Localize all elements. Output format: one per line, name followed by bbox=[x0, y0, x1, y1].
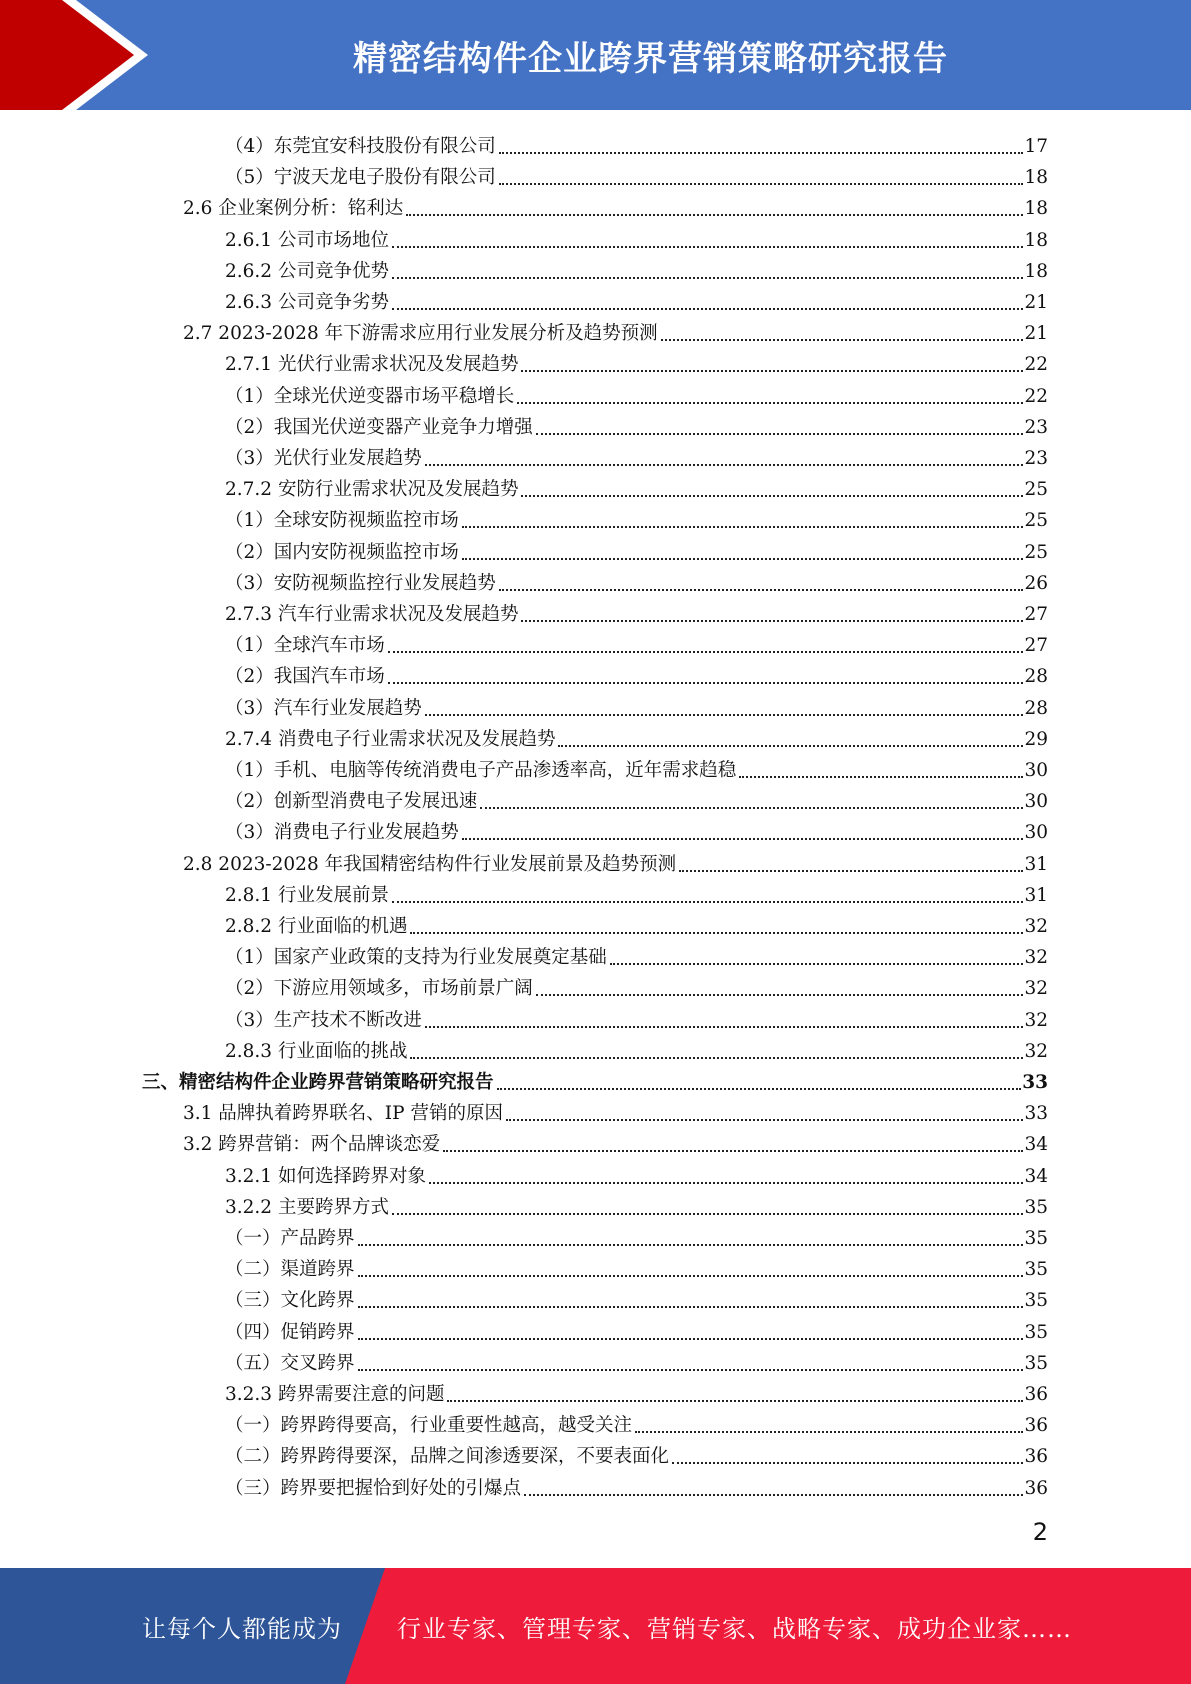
toc-entry-title: （4）东莞宜安科技股份有限公司 bbox=[225, 136, 496, 157]
footer-banner bbox=[0, 1568, 1191, 1684]
toc-entry-page: 35 bbox=[1024, 1196, 1048, 1218]
toc-entry-title: （一）产品跨界 bbox=[225, 1228, 355, 1249]
toc-entry-page: 23 bbox=[1024, 416, 1048, 438]
toc-entry[interactable] bbox=[225, 970, 1048, 1001]
toc-entry-title: （二）跨界跨得要深，品牌之间渗透要深，不要表面化 bbox=[225, 1446, 670, 1468]
toc-entry[interactable] bbox=[225, 159, 1048, 190]
toc-dot-leader bbox=[521, 495, 1023, 497]
toc-dot-leader bbox=[388, 682, 1024, 684]
toc-entry-page: 32 bbox=[1024, 947, 1048, 969]
toc-entry[interactable] bbox=[225, 658, 1048, 689]
toc-entry-page: 36 bbox=[1024, 1477, 1048, 1499]
toc-entry[interactable] bbox=[225, 534, 1048, 565]
toc-dot-leader bbox=[497, 1088, 1022, 1090]
toc-entry-page: 36 bbox=[1024, 1384, 1048, 1405]
toc-entry-page: 30 bbox=[1024, 760, 1048, 781]
toc-entry[interactable] bbox=[225, 565, 1048, 596]
toc-entry[interactable] bbox=[225, 1189, 1048, 1220]
toc-dot-leader bbox=[536, 433, 1024, 435]
toc-entry-title: （1）全球汽车市场 bbox=[225, 635, 385, 657]
toc-entry[interactable] bbox=[183, 1126, 1048, 1157]
toc-entry-page: 17 bbox=[1024, 136, 1048, 157]
footer-slogan-left: 让每个人都能成为 bbox=[142, 1614, 342, 1643]
toc-dot-leader bbox=[392, 246, 1023, 248]
toc-dot-leader bbox=[521, 620, 1023, 622]
toc-entry-title: （3）安防视频监控行业发展趋势 bbox=[225, 572, 496, 594]
toc-entry[interactable] bbox=[225, 284, 1048, 315]
toc-entry-title: （3）光伏行业发展趋势 bbox=[225, 448, 422, 469]
toc-entry[interactable] bbox=[225, 1345, 1048, 1376]
toc-entry-title: （五）交叉跨界 bbox=[225, 1352, 355, 1374]
toc-entry-title: 2.7.2 安防行业需求状况及发展趋势 bbox=[225, 479, 519, 501]
toc-dot-leader bbox=[358, 1275, 1024, 1277]
toc-entry-page: 30 bbox=[1024, 822, 1048, 844]
toc-entry-page: 18 bbox=[1024, 198, 1048, 220]
toc-entry-title: （1）国家产业政策的支持为行业发展奠定基础 bbox=[225, 947, 607, 969]
toc-entry-page: 25 bbox=[1024, 510, 1048, 532]
toc-entry[interactable] bbox=[225, 409, 1048, 440]
toc-dot-leader bbox=[358, 1369, 1024, 1371]
toc-entry-title: （四）促销跨界 bbox=[225, 1321, 355, 1343]
toc-entry-title: 2.7 2023-2028 年下游需求应用行业发展分析及趋势预测 bbox=[183, 323, 658, 345]
toc-entry-title: 3.2.1 如何选择跨界对象 bbox=[225, 1165, 426, 1187]
toc-entry-page: 35 bbox=[1024, 1352, 1048, 1374]
toc-entry[interactable] bbox=[225, 627, 1048, 658]
toc-entry[interactable] bbox=[225, 440, 1048, 471]
toc-entry-page: 35 bbox=[1024, 1321, 1048, 1343]
toc-dot-leader bbox=[392, 277, 1023, 279]
toc-entry-page: 22 bbox=[1024, 385, 1048, 407]
toc-entry-page: 33 bbox=[1022, 1072, 1048, 1093]
toc-entry-title: 2.8.3 行业面临的挑战 bbox=[225, 1040, 408, 1062]
toc-entry[interactable] bbox=[225, 1282, 1048, 1313]
toc-entry-page: 27 bbox=[1024, 604, 1048, 625]
toc-entry[interactable] bbox=[225, 939, 1048, 970]
toc-entry-title: 2.7.3 汽车行业需求状况及发展趋势 bbox=[225, 604, 519, 625]
toc-entry-page: 27 bbox=[1024, 635, 1048, 657]
toc-dot-leader bbox=[558, 745, 1023, 747]
toc-entry-title: 2.7.4 消费电子行业需求状况及发展趋势 bbox=[225, 728, 556, 750]
toc-entry-title: （2）国内安防视频监控市场 bbox=[225, 541, 459, 563]
toc-dot-leader bbox=[462, 526, 1024, 528]
toc-entry[interactable] bbox=[142, 1064, 1048, 1095]
toc-dot-leader bbox=[635, 1431, 1023, 1433]
toc-entry-page: 29 bbox=[1024, 728, 1048, 750]
toc-entry-title: （3）生产技术不断改进 bbox=[225, 1009, 422, 1031]
toc-entry-page: 32 bbox=[1024, 1009, 1048, 1031]
toc-entry-title: 3.2.3 跨界需要注意的问题 bbox=[225, 1384, 445, 1405]
toc-entry-page: 36 bbox=[1024, 1415, 1048, 1437]
footer-slogan-right: 行业专家、管理专家、营销专家、战略专家、成功企业家…… bbox=[397, 1614, 1072, 1643]
toc-dot-leader bbox=[443, 1150, 1023, 1152]
toc-entry-title: 2.6.1 公司市场地位 bbox=[225, 229, 389, 251]
toc-entry-page: 21 bbox=[1024, 323, 1048, 345]
toc-dot-leader bbox=[358, 1338, 1024, 1340]
toc-dot-leader bbox=[447, 1400, 1023, 1402]
toc-entry-title: 2.7.1 光伏行业需求状况及发展趋势 bbox=[225, 354, 519, 376]
toc-entry[interactable] bbox=[225, 1376, 1048, 1407]
toc-entry[interactable] bbox=[225, 1470, 1048, 1501]
toc-entry-page: 30 bbox=[1024, 791, 1048, 813]
toc-entry[interactable] bbox=[225, 783, 1048, 814]
toc-entry-page: 34 bbox=[1024, 1165, 1048, 1187]
toc-dot-leader bbox=[499, 152, 1024, 154]
toc-entry-title: 2.6.2 公司竞争优势 bbox=[225, 260, 389, 282]
toc-entry[interactable] bbox=[225, 1314, 1048, 1345]
toc-entry-title: （2）创新型消费电子发展迅速 bbox=[225, 791, 478, 813]
toc-dot-leader bbox=[425, 714, 1024, 716]
header-chevron-decoration bbox=[0, 0, 160, 110]
toc-entry-title: （2）我国汽车市场 bbox=[225, 666, 385, 688]
toc-dot-leader bbox=[425, 464, 1024, 466]
page-number: 2 bbox=[1032, 1518, 1048, 1546]
toc-entry-title: 2.8 2023-2028 年我国精密结构件行业发展前景及趋势预测 bbox=[183, 853, 677, 875]
toc-dot-leader bbox=[679, 870, 1023, 872]
toc-entry-page: 18 bbox=[1024, 167, 1048, 189]
toc-dot-leader bbox=[462, 838, 1024, 840]
toc-entry-title: 三、精密结构件企业跨界营销策略研究报告 bbox=[142, 1072, 494, 1093]
toc-dot-leader bbox=[358, 1306, 1024, 1308]
toc-entry-title: （1）全球光伏逆变器市场平稳增长 bbox=[225, 385, 515, 407]
toc-entry[interactable] bbox=[225, 128, 1048, 159]
toc-entry[interactable] bbox=[225, 346, 1048, 377]
toc-entry[interactable] bbox=[183, 190, 1048, 221]
toc-entry[interactable] bbox=[225, 596, 1048, 627]
toc-dot-leader bbox=[392, 308, 1023, 310]
toc-dot-leader bbox=[406, 214, 1023, 216]
toc-entry-page: 35 bbox=[1024, 1259, 1048, 1281]
toc-dot-leader bbox=[672, 1462, 1023, 1464]
header-banner bbox=[0, 0, 1191, 110]
toc-dot-leader bbox=[524, 1494, 1023, 1496]
toc-dot-leader bbox=[661, 339, 1024, 341]
toc-dot-leader bbox=[521, 370, 1023, 372]
toc-entry-page: 26 bbox=[1024, 572, 1048, 594]
toc-entry-title: 2.8.1 行业发展前景 bbox=[225, 884, 389, 906]
toc-entry[interactable] bbox=[225, 1033, 1048, 1064]
toc-entry-title: （3）消费电子行业发展趋势 bbox=[225, 822, 459, 844]
toc-entry[interactable] bbox=[225, 908, 1048, 939]
toc-entry[interactable] bbox=[225, 814, 1048, 845]
toc-entry-page: 28 bbox=[1024, 697, 1048, 719]
toc-entry-title: 3.2 跨界营销：两个品牌谈恋爱 bbox=[183, 1134, 441, 1156]
toc-entry[interactable] bbox=[225, 1407, 1048, 1438]
toc-entry[interactable] bbox=[225, 502, 1048, 533]
toc-entry-title: 2.6 企业案例分析：铭利达 bbox=[183, 198, 404, 220]
toc-entry-title: 2.8.2 行业面临的机遇 bbox=[225, 916, 408, 937]
toc-dot-leader bbox=[425, 1026, 1024, 1028]
toc-entry-page: 31 bbox=[1024, 853, 1048, 875]
toc-entry-title: （1）全球安防视频监控市场 bbox=[225, 510, 459, 532]
toc-entry-title: （一）跨界跨得要高，行业重要性越高，越受关注 bbox=[225, 1415, 633, 1437]
toc-entry[interactable] bbox=[183, 1095, 1048, 1126]
toc-entry-page: 34 bbox=[1024, 1134, 1048, 1156]
toc-entry[interactable] bbox=[183, 846, 1048, 877]
toc-dot-leader bbox=[499, 183, 1024, 185]
toc-dot-leader bbox=[392, 1213, 1023, 1215]
toc-entry[interactable] bbox=[225, 1002, 1048, 1033]
toc-entry-page: 22 bbox=[1024, 354, 1048, 376]
toc-entry-page: 25 bbox=[1024, 541, 1048, 563]
toc-dot-leader bbox=[610, 963, 1024, 965]
toc-entry[interactable] bbox=[225, 471, 1048, 502]
toc-entry[interactable] bbox=[225, 1251, 1048, 1282]
toc-entry[interactable] bbox=[183, 315, 1048, 346]
toc-dot-leader bbox=[358, 1244, 1024, 1246]
toc-entry[interactable] bbox=[225, 222, 1048, 253]
toc-entry-title: （二）渠道跨界 bbox=[225, 1259, 355, 1281]
toc-entry-page: 32 bbox=[1024, 978, 1048, 1000]
toc-dot-leader bbox=[462, 558, 1024, 560]
toc-dot-leader bbox=[410, 932, 1023, 934]
toc-entry[interactable] bbox=[225, 1220, 1048, 1251]
toc-dot-leader bbox=[506, 1119, 1024, 1121]
toc-entry-title: 3.2.2 主要跨界方式 bbox=[225, 1196, 389, 1218]
toc-dot-leader bbox=[536, 994, 1024, 996]
toc-entry-title: （3）汽车行业发展趋势 bbox=[225, 697, 422, 719]
toc-entry[interactable] bbox=[225, 1438, 1048, 1469]
toc-entry-page: 33 bbox=[1024, 1103, 1048, 1125]
toc-entry[interactable] bbox=[225, 721, 1048, 752]
toc-entry-title: 3.1 品牌执着跨界联名、IP 营销的原因 bbox=[183, 1103, 503, 1125]
toc-entry-title: （2）我国光伏逆变器产业竞争力增强 bbox=[225, 416, 533, 438]
toc-entry-title: （1）手机、电脑等传统消费电子产品渗透率高，近年需求趋稳 bbox=[225, 760, 737, 781]
toc-dot-leader bbox=[388, 651, 1024, 653]
toc-entry-page: 32 bbox=[1024, 1040, 1048, 1062]
toc-entry-page: 25 bbox=[1024, 479, 1048, 501]
toc-entry-page: 35 bbox=[1024, 1290, 1048, 1312]
toc-entry-title: 2.6.3 公司竞争劣势 bbox=[225, 292, 389, 313]
toc-dot-leader bbox=[739, 776, 1023, 778]
toc-entry-page: 18 bbox=[1024, 229, 1048, 251]
toc-entry-page: 23 bbox=[1024, 448, 1048, 469]
toc-entry-page: 18 bbox=[1024, 260, 1048, 282]
toc-entry[interactable] bbox=[225, 253, 1048, 284]
toc-dot-leader bbox=[480, 807, 1023, 809]
toc-entry-page: 21 bbox=[1024, 292, 1048, 313]
toc-dot-leader bbox=[429, 1182, 1023, 1184]
toc-dot-leader bbox=[410, 1057, 1023, 1059]
toc-entry-page: 31 bbox=[1024, 884, 1048, 906]
toc-entry-page: 32 bbox=[1024, 916, 1048, 937]
toc-dot-leader bbox=[499, 589, 1024, 591]
toc-entry-title: （三）跨界要把握恰到好处的引爆点 bbox=[225, 1477, 522, 1499]
toc-entry-title: （2）下游应用领域多，市场前景广阔 bbox=[225, 978, 533, 1000]
toc-dot-leader bbox=[517, 402, 1023, 404]
toc-entry-page: 28 bbox=[1024, 666, 1048, 688]
toc-entry[interactable] bbox=[225, 1158, 1048, 1189]
toc-entry[interactable] bbox=[225, 378, 1048, 409]
toc-entry[interactable] bbox=[225, 877, 1048, 908]
toc-entry-page: 35 bbox=[1024, 1228, 1048, 1249]
document-title: 精密结构件企业跨界营销策略研究报告 bbox=[353, 38, 948, 79]
toc-dot-leader bbox=[392, 901, 1023, 903]
toc-entry-title: （5）宁波天龙电子股份有限公司 bbox=[225, 167, 496, 189]
toc-entry-page: 36 bbox=[1024, 1446, 1048, 1468]
toc-entry-title: （三）文化跨界 bbox=[225, 1290, 355, 1312]
toc-entry[interactable] bbox=[225, 690, 1048, 721]
toc-entry[interactable] bbox=[225, 752, 1048, 783]
